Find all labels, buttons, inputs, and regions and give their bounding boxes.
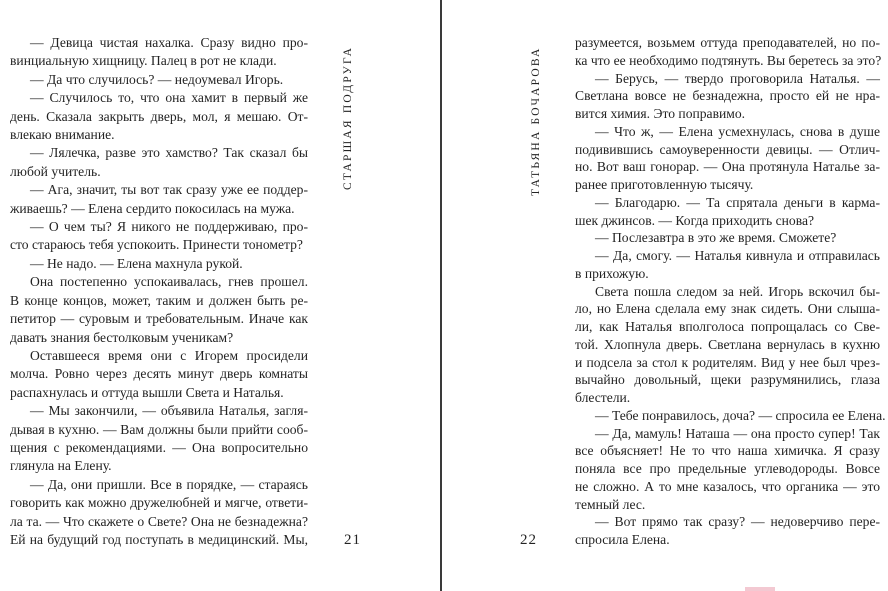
- paragraph: [10, 34, 308, 71]
- text-line: щения с рекомендациями. — Она вопросительно: [10, 439, 308, 455]
- text-line: винциальную хищницу. Палец в рот не клади.: [10, 53, 277, 69]
- text-line: шек джинсов. — Когда приходить снова?: [575, 212, 815, 228]
- text-line: — Тебе понравилось, доча? — спросила ее Елена.: [595, 407, 886, 423]
- paragraph: [575, 407, 886, 425]
- text-line: день. Сказала закрыть дверь, мол, я мешаю. От-: [10, 108, 308, 124]
- text-line: в прихожую.: [575, 265, 649, 281]
- text-line: — Да, мамуль! Наташа — она просто супер! Так: [595, 425, 880, 441]
- text-line: — Да что случилось? — недоумевал Игорь.: [30, 71, 284, 87]
- text-line: Света пошла следом за ней. Игорь вскочил бы-: [595, 283, 880, 299]
- text-line: — Что ж, — Елена усмехнулась, снова в душе: [595, 123, 880, 139]
- text-line: вится химия. Это поправимо.: [575, 106, 746, 121]
- text-line: — Берусь, — твердо проговорила Наталья. —: [595, 70, 880, 86]
- running-head-book-title: СТАРШАЯ ПОДРУГА: [342, 45, 354, 190]
- text-line: дывая в кухню. — Вам должны были прийти сооб-: [10, 421, 308, 437]
- paragraph: [575, 34, 880, 70]
- text-line: говорить как можно дружелюбней и мягче, ответи-: [10, 495, 308, 511]
- text-line: — Вот прямо так сразу? — недоверчиво пере-: [595, 514, 880, 530]
- text-line: — Послезавтра в это же время. Сможете?: [595, 230, 837, 246]
- text-line: ла та. — Что скажете о Свете? Она не безнадежна?: [10, 513, 308, 529]
- paragraph: [10, 144, 308, 181]
- text-line: разумеется, возьмем оттуда преподавателей, но по-: [575, 35, 880, 50]
- text-line: поняла все про предельные углеводороды. Вовсе: [575, 461, 880, 476]
- paragraph: [10, 255, 308, 273]
- paragraph: [575, 194, 880, 230]
- text-line: распахнулась и оттуда вышли Света и Наталья.: [10, 384, 284, 400]
- text-line: петитор — суровым и требовательным. Иначе как: [10, 311, 308, 327]
- text-line: — Не надо. — Елена махнула рукой.: [30, 255, 243, 271]
- paragraph: [575, 70, 880, 123]
- text-line: темный лес.: [575, 496, 646, 512]
- text-line: — Девица чистая нахалка. Сразу видно про-: [30, 35, 308, 50]
- text-line: — Мы закончили, — объявила Наталья, загля-: [30, 403, 308, 419]
- text-line: и подсела за стол к родителям. Вид у нее был чрез-: [575, 354, 880, 370]
- paragraph: [10, 402, 308, 476]
- text-line: подивившись самоуверенности девицы. — Отлич-: [575, 141, 880, 157]
- text-line: Ей на будущий год поступать в медицинский. Мы,: [10, 531, 308, 547]
- text-line: ка что ее необходимо подтянуть. Вы беретесь за это?: [575, 52, 882, 68]
- text-line: живаешь? — Елена сердито покосилась на мужа.: [10, 200, 295, 216]
- text-line: — Да, смогу. — Наталья кивнула и отправилась: [595, 248, 880, 263]
- left-page-text: [10, 34, 308, 549]
- page-number-left: 21: [344, 532, 361, 548]
- text-line: — О чем ты? Я никого не поддерживаю, про-: [30, 219, 308, 235]
- paragraph: [575, 283, 880, 407]
- text-line: глянула на Елену.: [10, 458, 112, 474]
- paragraph: [10, 347, 308, 402]
- paragraph: [10, 181, 308, 218]
- text-line: влекаю внимание.: [10, 127, 115, 143]
- text-line: блестели.: [575, 390, 631, 405]
- paragraph: [10, 476, 308, 550]
- text-line: той. Хлопнула дверь. Светлана вернулась в кухню: [575, 336, 880, 352]
- text-line: молча. Ровно через десять минут дверь комнаты: [10, 366, 308, 382]
- text-line: но. Вот ваш гонорар. — Она протянула Наталье за-: [575, 159, 880, 175]
- text-line: В конце концов, может, таким и должен быть ре-: [10, 292, 308, 308]
- paragraph: [10, 273, 308, 347]
- paragraph: [10, 218, 308, 255]
- text-line: — Ага, значит, ты вот так сразу уже ее поддер-: [30, 182, 308, 198]
- text-line: любой учитель.: [10, 163, 101, 179]
- paragraph: [575, 425, 880, 514]
- text-line: Светлана вовсе не безнадежна, просто ей не нра-: [575, 88, 880, 104]
- text-line: все объясняет! Не то что наша химичка. Я сразу: [575, 443, 880, 459]
- spine-divider: [440, 0, 442, 591]
- text-line: вычайно довольный, щеки разрумянились, глаза: [575, 372, 880, 388]
- right-page-text: [575, 34, 886, 549]
- text-line: — Благодарю. — Та спрятала деньги в карма-: [595, 194, 880, 210]
- text-line: ранее приготовленную тысячу.: [575, 177, 754, 192]
- text-line: ло, но Елена сделала ему знак сидеть. Они слыша-: [575, 301, 880, 317]
- text-line: ли, как Наталья вполголоса попрощалась со Све-: [575, 319, 880, 334]
- text-line: сто стараюсь тебя успокоить. Принести тонометр?: [10, 237, 303, 253]
- paragraph: [10, 89, 308, 144]
- text-line: не сложно. А то мне казалось, что органика — это: [575, 478, 880, 494]
- running-head-author: ТАТЬЯНА БОЧАРОВА: [530, 46, 542, 196]
- paragraph: [575, 123, 880, 194]
- text-line: спросила Елена.: [575, 532, 670, 547]
- text-line: Она постепенно успокаивалась, гнев прошел.: [30, 274, 308, 290]
- text-line: — Лялечка, разве это хамство? Так сказал бы: [30, 145, 308, 161]
- paragraph: [575, 247, 880, 283]
- paragraph: [10, 71, 308, 89]
- paragraph: [575, 229, 880, 247]
- text-line: — Да, они пришли. Все в порядке, — стараясь: [30, 476, 308, 492]
- paragraph: [575, 513, 880, 549]
- text-line: — Случилось то, что она хамит в первый же: [30, 90, 308, 106]
- decorative-mark: [745, 587, 775, 591]
- text-line: давать знания бестолковым ученикам?: [10, 329, 234, 345]
- page-number-right: 22: [520, 532, 537, 548]
- text-line: Оставшееся время они с Игорем просидели: [30, 347, 308, 363]
